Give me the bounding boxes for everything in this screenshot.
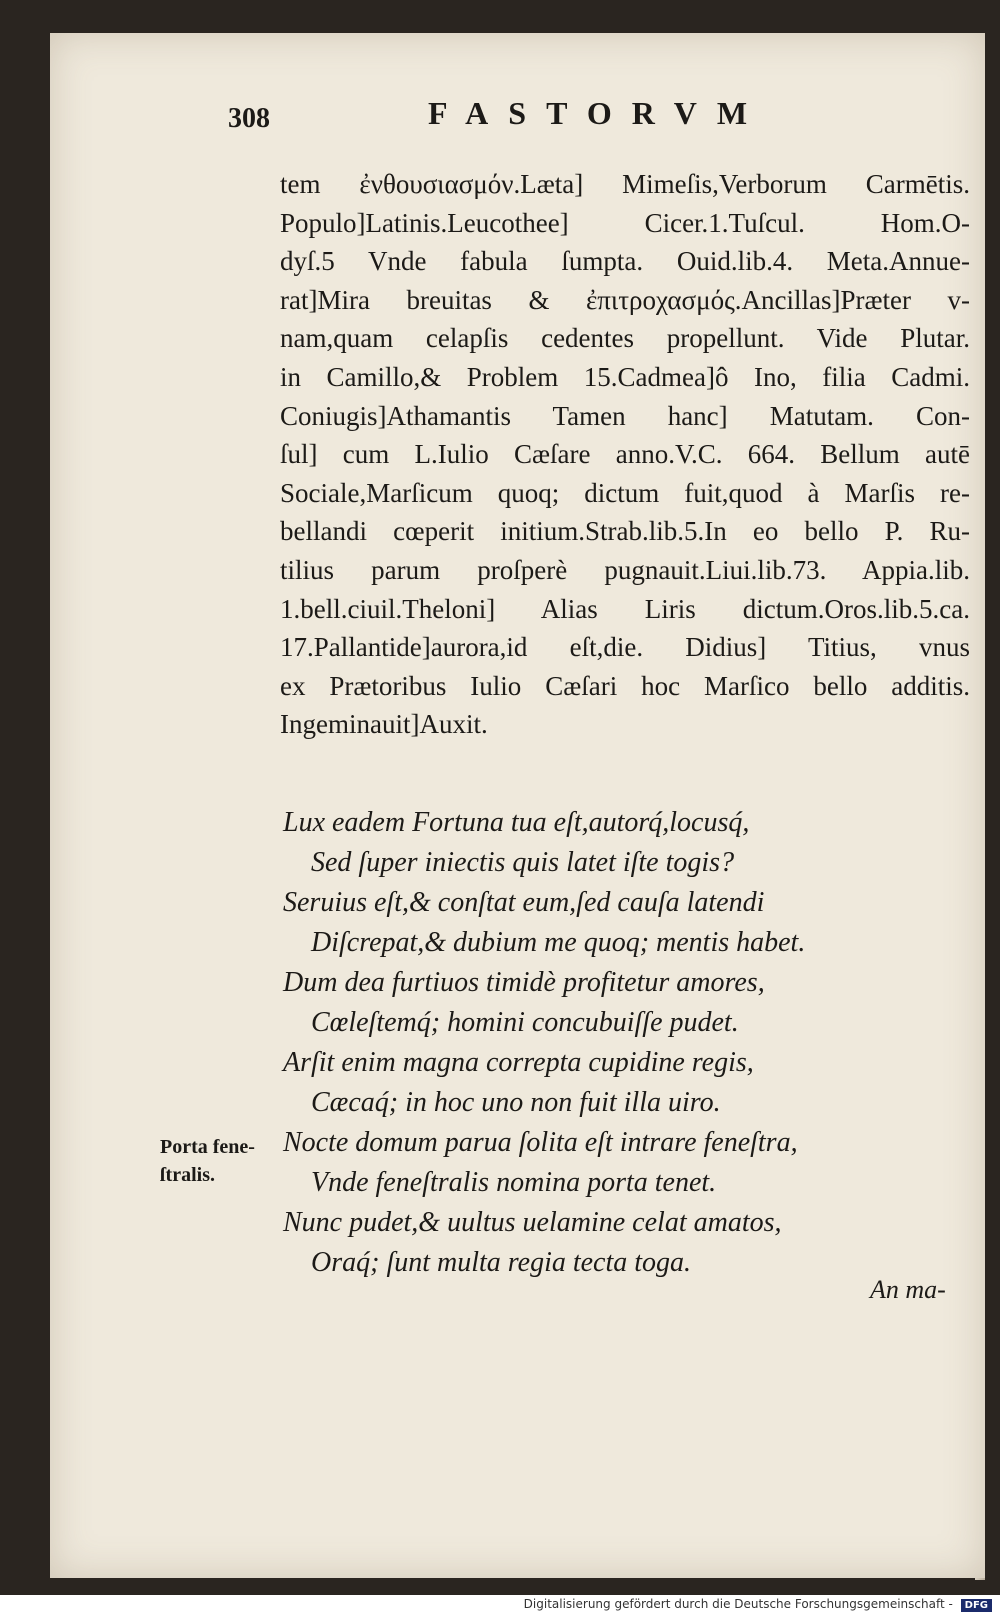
poem-line: Diſcrepat,& dubium me quoq; mentis habet. [311, 927, 806, 958]
dfg-logo: DFG [961, 1599, 992, 1612]
commentary-line: dyſ.5 Vnde fabula ſumpta. Ouid.lib.4. Meta.Annue- [280, 246, 970, 277]
marginal-note [160, 1133, 255, 1189]
running-title: FASTORVM [428, 95, 768, 131]
poem-line: Oraq́; ſunt multa regia tecta toga. [311, 1247, 692, 1278]
running-head [228, 95, 828, 135]
poem-line: Nocte domum parua ſolita eſt intrare feneſtra, [283, 1127, 798, 1158]
catchword: An ma- [870, 1275, 946, 1304]
commentary-line: 1.bell.ciuil.Theloni] Alias Liris dictum.Oros.lib.5.ca. [280, 593, 970, 624]
page-number: 308 [228, 103, 270, 134]
commentary-line: nam,quam celapſis cedentes propellunt. Vide Plutar. [280, 323, 970, 354]
commentary-line: Ingeminauit]Auxit. [280, 709, 488, 740]
commentary-block [280, 165, 970, 744]
marginal-note-line: ſtralis. [160, 1164, 215, 1186]
commentary-line: tem ἐνθουσιασμόν.Læta] Mimeſis,Verborum Carmētis. [280, 169, 970, 199]
commentary-line: bellandi cœperit initium.Strab.lib.5.In eo bello P. Ru- [280, 516, 970, 547]
poem-line: Nunc pudet,& uultus uelamine celat amatos, [283, 1207, 782, 1238]
poem-line: Vnde feneſtralis nomina porta tenet. [311, 1167, 717, 1198]
commentary-line: in Camillo,& Problem 15.Cadmea]ô Ino, filia Cadmi. [280, 361, 970, 392]
commentary-line: Coniugis]Athamantis Tamen hanc] Matutam. Con- [280, 400, 970, 431]
poem-line: Seruius eſt,& conſtat eum,ſed cauſa latendi [283, 887, 765, 918]
footer-text: Digitalisierung gefördert durch die Deutsche Forschungsgemeinschaft - [523, 1597, 953, 1611]
poem-block [283, 803, 903, 1283]
poem-line: Lux eadem Fortuna tua eſt,autorq́,locusq́, [283, 807, 750, 838]
poem-line: Sed ſuper iniectis quis latet iſte togis? [311, 847, 735, 878]
marginal-note-line: Porta fene- [160, 1136, 255, 1158]
poem-line: Dum dea furtiuos timidè profitetur amores, [283, 967, 765, 998]
poem-line: Cœleſtemq́; homini concubuiſſe pudet. [311, 1007, 739, 1038]
commentary-line: 17.Pallantide]aurora,id eſt,die. Didius] Titius, vnus [280, 632, 970, 663]
commentary-line: Populo]Latinis.Leucothee] Cicer.1.Tuſcul. Hom.O- [280, 207, 970, 238]
digitization-footer [0, 1597, 992, 1612]
commentary-line: Sociale,Marſicum quoq; dictum fuit,quod à Marſis re- [280, 477, 970, 508]
commentary-line: rat]Mira breuitas & ἐπιτροχασμός.Ancillas]Præter v- [280, 284, 970, 315]
poem-line: Arſit enim magna correpta cupidine regis, [283, 1047, 754, 1078]
commentary-line: tilius parum proſperè pugnauit.Liui.lib.73. Appia.lib. [280, 554, 970, 585]
commentary-line: ex Prætoribus Iulio Cæſari hoc Marſico bello additis. [280, 670, 970, 701]
poem-line: Cæcaq́; in hoc uno non fuit illa uiro. [311, 1087, 721, 1118]
commentary-line: ſul] cum L.Iulio Cæſare anno.V.C. 664. Bellum autē [280, 439, 970, 470]
